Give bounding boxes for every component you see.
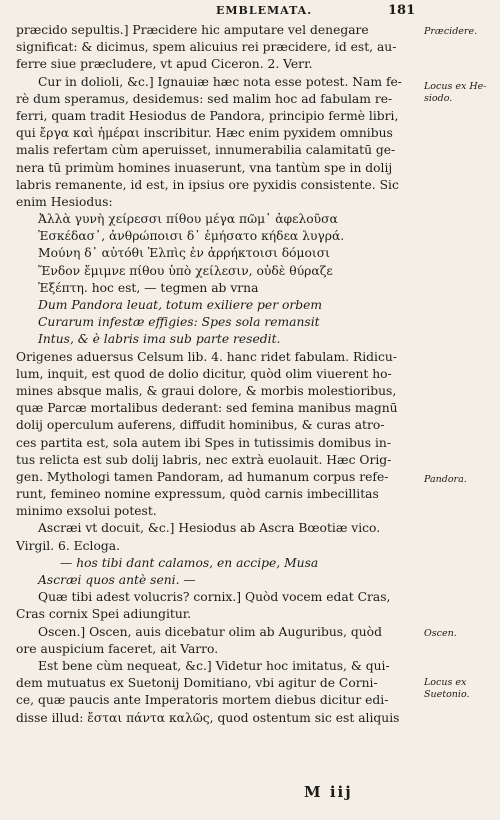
text-line: Ἀλλὰ γυνὴ χείρεσσι πίθου μέγα πῶμ᾽ ἀφελοῦσα [38,212,338,227]
text-line: Ἐσκέδασ᾽, ἀνθρώποισι δ᾽ ἐμήσατο κήδεα λυγρά. [38,229,345,244]
text-line: Ἐξέπτη. hoc est, — tegmen ab vrna [38,280,259,295]
text-line: præcido sepultis.] Præcidere hic amputare vel denegare [16,23,369,37]
text-line: labris remanente, id est, in ipsius ore pyxidis consistente. Sic [16,177,399,192]
text-line: Μούνη δ᾽ αὐτόθι Ἐλπὶς ἐν ἀρρήκτοισι δόμοισι [38,246,330,261]
margin-note: Præcidere. [424,26,478,37]
text-line: runt, femineo nomine expressum, quòd carnis imbecillitas [16,487,379,502]
text-line: gen. Mythologi tamen Pandoram, ad humanum corpus refe- [16,469,389,484]
text-line: ces partita est, sola autem ibi Spes in tutissimis domibus in- [16,435,391,450]
text-line: ferri, quam tradit Hesiodus de Pandora, principio fermè libri, [16,108,399,123]
text-line: Virgil. 6. Ecloga. [16,538,120,553]
text-line: Ἔνδον ἔμιμνε πίθου ὑπὸ χείλεσιν, οὐδὲ θύραζε [38,263,333,278]
text-line: ferre siue præcludere, vt apud Ciceron. 2. Verr. [16,57,313,72]
margin-note: Oscen. [424,628,457,639]
margin-note-line: Suetonio. [424,688,470,700]
text-line: Curarum infestæ effigies: Spes sola remansit [38,315,320,330]
margin-note: Pandora. [424,474,467,485]
text-line: Origenes aduersus Celsum lib. 4. hanc ridet fabulam. Ridicu- [16,349,397,364]
text-line: significat: & dicimus, spem alicuius rei præcidere, id est, au- [16,40,397,55]
text-line: ce, quæ paucis ante Imperatoris mortem diebus dicitur edi- [16,693,389,708]
text-line: dem mutuatus ex Suetonij Domitiano, vbi agitur de Corni- [16,676,378,691]
text-line: Dum Pandora leuat, totum exiliere per orbem [38,298,323,312]
margin-note-line: Locus ex He- [424,81,487,92]
text-line: enim Hesiodus: [16,194,113,209]
text-line: ore auspicium faceret, ait Varro. [16,641,219,656]
text-line: rè dum speramus, desidemus: sed malim hoc ad fabulam re- [16,91,393,106]
text-line: mines absque malis, & graui dolore, & morbis molestioribus, [16,383,397,398]
body-text [16,22,416,727]
running-head: EMBLEMATA. [216,4,313,17]
text-line: Cras cornix Spei adiungitur. [16,607,192,622]
margin-note-line: Locus ex [424,677,467,688]
margin-note [424,677,498,700]
text-line: nera tū primùm homines inuaserunt, vna tantùm spe in dolij [16,160,393,175]
margin-note-line: siodo. [424,92,453,104]
text-line: malis refertam cùm aperuisset, innumerabilia calamitatū ge- [16,143,396,158]
text-line: Quæ tibi adest volucris? cornix.] Quòd vocem edat Cras, [38,590,391,605]
text-line: quæ Parcæ mortalibus dederant: sed femina manibus magnū [16,401,398,416]
text-line: Est bene cùm nequeat, &c.] Videtur hoc imitatus, & qui- [38,658,390,673]
text-line: Intus, & è labris ima sub parte resedit. [38,332,281,347]
text-line: Cur in dolioli, &c.] Ignauiæ hæc nota esse potest. Nam fe- [38,74,402,89]
text-line: qui ἔργα καὶ ἡμέραι inscribitur. Hæc enim pyxidem omnibus [16,126,393,141]
signature-mark: M iij [304,783,353,801]
text-line: lum, inquit, est quod de dolio dicitur, quòd olim viuerent ho- [16,366,392,381]
text-line: minimo exsolui potest. [16,504,157,519]
text-line: — hos tibi dant calamos, en accipe, Musa [60,555,319,570]
margin-note [424,81,498,104]
text-line: tus relicta est sub dolij labris, nec extrà euolauit. Hæc Orig- [16,452,392,467]
text-line: Ascræi quos antè seni. — [38,573,196,587]
text-line: dolij operculum auferens, diffudit hominibus, & curas atro- [16,418,385,433]
text-line: Oscen.] Oscen, auis dicebatur olim ab Auguribus, quòd [38,624,382,639]
text-line: Ascræi vt docuit, &c.] Hesiodus ab Ascra Bœotiæ vico. [38,521,381,536]
page-header [0,0,500,22]
page-number: 181 [388,3,416,18]
text-line: disse illud: ἔσται πάντα καλῶς, quod ostentum sic est aliquis [16,710,400,725]
